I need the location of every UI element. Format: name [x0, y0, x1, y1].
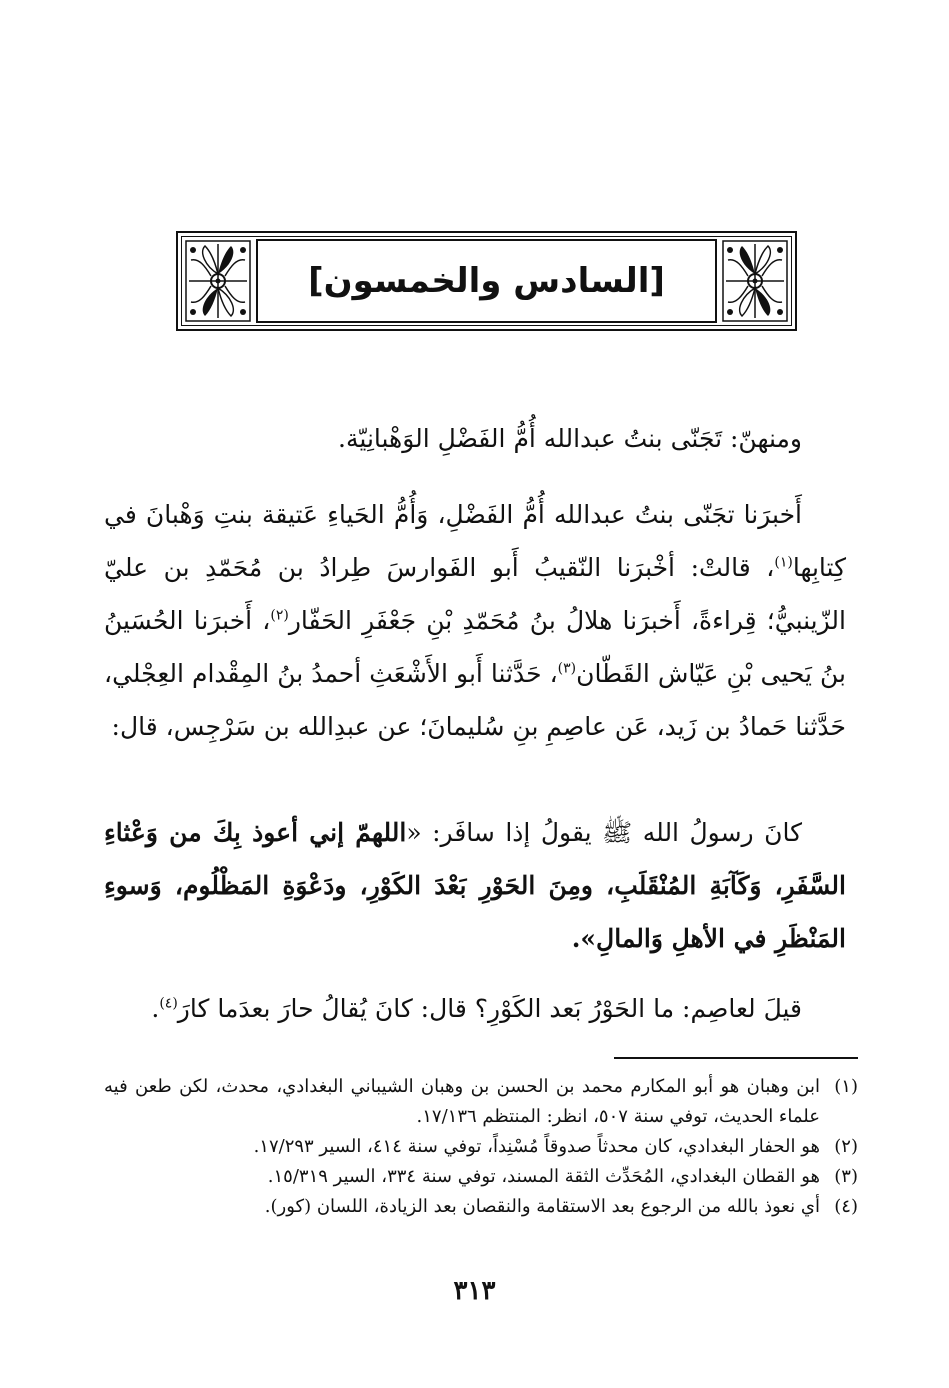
- footnote-marker[interactable]: (٣): [557, 660, 577, 677]
- footnote-number: (٢): [834, 1136, 858, 1157]
- isnad-text: ، أَخبرَنا الحُسَينُ بنُ يَحيى بْنِ عَيّاش القَطّان: [104, 606, 847, 688]
- footnote-text: ابن وهبان هو أبو المكارم محمد بن الحسن بن وهبان الشيباني البغدادي، محدث، لكن طعن فيه علماء الحديث، توفي سنة ٥٠٧، انظر: المنتظم ١٧/١٣٦.: [104, 1076, 820, 1127]
- intro-paragraph: [104, 412, 846, 465]
- footnote-item: [104, 1162, 858, 1192]
- footnote-item: [104, 1132, 858, 1162]
- footnote-marker[interactable]: (٢): [270, 607, 289, 624]
- footnote-item: [104, 1072, 858, 1132]
- question-text: قيلَ لعاصِم: ما الحَوْرُ بَعد الكَوْرِ؟ قال: كانَ يُقالُ حارَ بعدَما كارَ: [177, 994, 802, 1023]
- isnad-text: أَخبرَنا تجَنّى بنتُ عبدالله أُمُّ الفَضْلِ، وَأُمُّ الحَياءِ عَتيقة بنتِ وَهْبانَ في كِتابِها: [104, 500, 846, 582]
- intro-text: ومنهنّ: تَجَنّى بنتُ عبدالله أُمُّ الفَضْلِ الوَهْبانِيّة.: [338, 424, 802, 453]
- footnote-separator: [614, 1057, 858, 1059]
- footnote-number: (٣): [834, 1166, 858, 1187]
- footnotes: [104, 1072, 858, 1222]
- isnad-text: ، حَدَّثنا أَبو الأَشْعَثِ أحمدُ بنُ المِقْدام العِجْلي، حَدَّثنا حَمادُ بن زَيد، عَن عاصِمِ بنِ سُليمانَ؛ عن عبدِالله بن سَرْجِس، قال:: [104, 659, 846, 741]
- hadith-end: ».: [571, 924, 597, 953]
- footnote-text: أي نعوذ بالله من الرجوع بعد الاستقامة والنقصان بعد الزيادة، اللسان (كور).: [264, 1196, 820, 1217]
- footnote-item: [104, 1192, 858, 1222]
- floral-ornament-icon: [185, 240, 251, 322]
- floral-ornament-icon: [722, 240, 788, 322]
- isnad-text: ، قالتْ: أخْبرَنا النّقيبُ أَبو الفَوارسَ طِرادُ بن مُحَمّدِ بن عليّ الزّينبيُّ؛ قِراءةً، أَخبرَنا هلالُ بنُ مُحَمّدِ بْنِ جَعْفَرِ الحَفّار: [104, 553, 846, 635]
- question-end: .: [151, 994, 160, 1023]
- hadith-paragraph: [104, 806, 846, 965]
- page-number: ٣١٣: [453, 1276, 496, 1306]
- hadith-text: اللهمّ إني أعوذ بِكَ من وَعْثاءِ السَّفَرِ، وَكَآبَةِ المُنْقَلَبِ، ومِنَ الحَوْرِ بَعْدَ الكَوْرِ، ودَعْوَةِ المَظْلُوم، وَسوءِ المَنْظَرِ في الأهلِ وَالمالِ: [104, 818, 846, 953]
- footnote-text: هو الحفار البغدادي، كان محدثاً صدوقاً مُسْنِداً، توفي سنة ٤١٤، السير ١٧/٢٩٣.: [253, 1136, 820, 1157]
- hadith-intro: كانَ رسولُ الله ﷺ يقولُ إذا سافَر: «: [406, 818, 802, 847]
- footnote-marker[interactable]: (١): [774, 554, 793, 571]
- footnote-marker[interactable]: (٤): [159, 995, 178, 1012]
- question-paragraph: [104, 982, 846, 1035]
- chapter-title: [السادس والخمسون]: [308, 261, 665, 301]
- chapter-header: [176, 231, 797, 331]
- footnote-number: (١): [834, 1076, 858, 1097]
- footnote-number: (٤): [834, 1196, 858, 1217]
- title-frame: [256, 239, 717, 323]
- isnad-paragraph: [104, 488, 846, 753]
- footnote-text: هو القطان البغدادي، المُحَدِّث الثقة المسند، توفي سنة ٣٣٤، السير ١٥/٣١٩.: [267, 1166, 820, 1187]
